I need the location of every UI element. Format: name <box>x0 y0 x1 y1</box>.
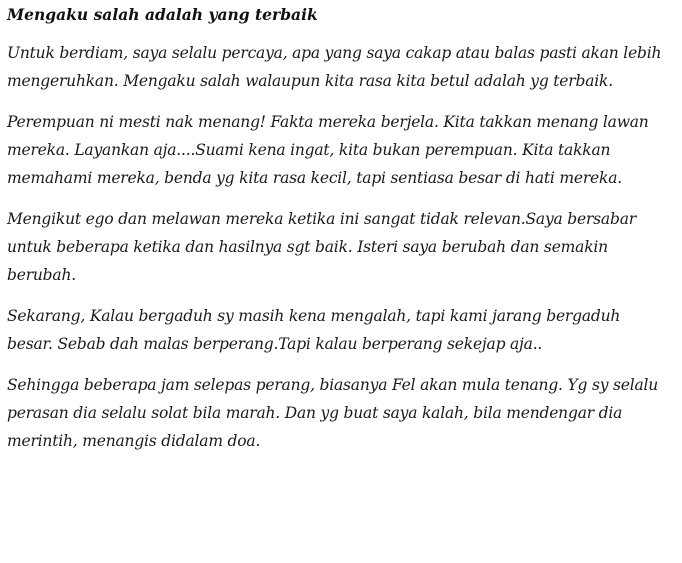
paragraph-2: Perempuan ni mesti nak menang! Fakta mereka berjela. Kita takkan menang lawan mereka. Layankan aja....Suami kena ingat, kita bukan perempuan. Kita takkan memahami mereka, benda yg kita rasa kecil, tapi sentiasa besar di hati mereka. <box>7 113 649 187</box>
paragraph-3: Mengikut ego dan melawan mereka ketika ini sangat tidak relevan.Saya bersabar untuk beberapa ketika dan hasilnya sgt baik. Isteri saya berubah dan semakin berubah. <box>7 210 636 284</box>
article-title: Mengaku salah adalah yang terbaik <box>7 5 318 24</box>
paragraph-4: Sekarang, Kalau bergaduh sy masih kena mengalah, tapi kami jarang bergaduh besar. Sebab dah malas berperang.Tapi kalau berperang sekejap aja.. <box>7 307 621 353</box>
paragraph-1: Untuk berdiam, saya selalu percaya, apa yang saya cakap atau balas pasti akan lebih mengeruhkan. Mengaku salah walaupun kita rasa kita betul adalah yg terbaik. <box>7 44 662 90</box>
paragraph-5: Sehingga beberapa jam selepas perang, biasanya Fel akan mula tenang. Yg sy selalu perasan dia selalu solat bila marah. Dan yg buat saya kalah, bila mendengar dia merintih, menangis didalam doa. <box>7 376 659 450</box>
